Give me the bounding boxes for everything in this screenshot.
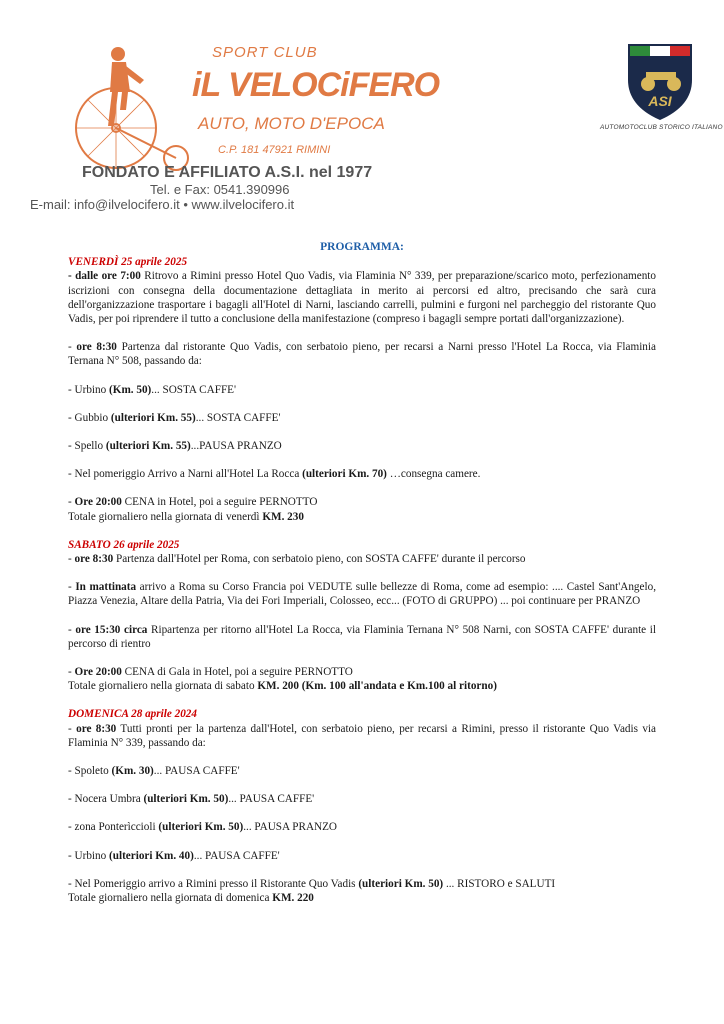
founded-line: FONDATO E AFFILIATO A.S.I. nel 1977 [82, 164, 373, 181]
program-document [68, 240, 656, 905]
day-heading-sunday: DOMENICA 28 aprile 2024 [68, 708, 197, 721]
sunday-stop-2: - Nocera Umbra (ulteriori Km. 50)... PAUSA CAFFE' [68, 793, 315, 806]
sunday-total: Totale giornaliero nella giornata di domenica KM. 220 [68, 892, 314, 905]
saturday-dinner: - Ore 20:00 CENA di Gala in Hotel, poi a seguire PERNOTTO [68, 666, 353, 679]
friday-stop-3: - Spello (ulteriori Km. 55)...PAUSA PRANZO [68, 440, 282, 453]
penny-farthing-cyclist-icon [68, 40, 198, 175]
day-heading-saturday: SABATO 26 aprile 2025 [68, 538, 180, 551]
sunday-stop-1: - Spoleto (Km. 30)... PAUSA CAFFE' [68, 765, 240, 778]
friday-dinner: - Ore 20:00 CENA in Hotel, poi a seguire PERNOTTO [68, 496, 318, 509]
asi-caption: AUTOMOTOCLUB STORICO ITALIANO [600, 124, 723, 131]
saturday-paragraph-2: - In mattinata arrivo a Roma su Corso Francia poi VEDUTE sulle bellezze di Roma, come ad esempio: .... Castel Sant'Angelo, Piazza Venezia, Altare della Patria, Via dei Fori Imperiali, Colosseo, ecc... (FOTO di GRUPPO) ... poi continuare per PRANZO [68, 581, 656, 608]
asi-badge-text: ASI [648, 93, 672, 109]
day-heading-friday: VENERDÌ 25 aprile 2025 [68, 256, 188, 269]
friday-paragraph-2: - ore 8:30 Partenza dal ristorante Quo Vadis, con serbatoio pieno, per recarsi a Narni presso l'Hotel La Rocca, via Flaminia Ternana N° 508, passando da: [68, 341, 656, 368]
friday-total: Totale giornaliero nella giornata di venerdì KM. 230 [68, 510, 304, 523]
club-name: iL VELOCiFERO [192, 66, 440, 104]
friday-stop-4: - Nel pomeriggio Arrivo a Narni all'Hotel La Rocca (ulteriori Km. 70) …consegna camere. [68, 468, 481, 481]
saturday-total: Totale giornaliero nella giornata di sabato KM. 200 (Km. 100 all'andata e Km.100 al ritorno) [68, 680, 497, 693]
program-title: PROGRAMMA: [320, 241, 404, 253]
sport-club-label: SPORT CLUB [212, 44, 318, 61]
sunday-stop-4: - Urbino (ulteriori Km. 40)... PAUSA CAFFE' [68, 849, 280, 862]
sunday-stop-5: - Nel Pomeriggio arrivo a Rimini presso il Ristorante Quo Vadis (ulteriori Km. 50) ... RISTORO e SALUTI [68, 877, 556, 890]
asi-shield-icon [624, 40, 696, 122]
club-subtitle: AUTO, MOTO D'EPOCA [198, 114, 385, 133]
friday-paragraph-1: - dalle ore 7:00 Ritrovo a Rimini presso Hotel Quo Vadis, via Flaminia N° 339, per preparazione/scarico moto, perfezionamento iscrizioni con consegna della documentazione dettagliata in merito ai percorsi ed altro, precisando che sarà cura dell'organizzazione trasportare i bagagli all'Hotel di Narni, lasciando carrelli, pulmini e furgoni nel parcheggio del ristorante Quo Vadis, per poi riprendere il tutto a conclusione della manifestazione (compreso i bagagli sempre portati dall'organizzazione). [68, 270, 656, 326]
tel-fax: Tel. e Fax: 0541.390996 [150, 182, 290, 197]
club-postal: C.P. 181 47921 RIMINI [218, 144, 331, 156]
letterhead [0, 0, 724, 225]
saturday-paragraph-3: - ore 15:30 circa Ripartenza per ritorno all'Hotel La Rocca, via Flaminia Ternana N° 508 Narni, con SOSTA CAFFE' durante il percorso di rientro [68, 623, 656, 650]
email-website: E-mail: info@ilvelocifero.it • www.ilvelocifero.it [30, 197, 295, 212]
friday-stop-1: - Urbino (Km. 50)... SOSTA CAFFE' [68, 383, 237, 396]
sunday-stop-3: - zona Ponterìccioli (ulteriori Km. 50)... PAUSA PRANZO [68, 821, 338, 834]
friday-stop-2: - Gubbio (ulteriori Km. 55)... SOSTA CAFFE' [68, 411, 281, 424]
sunday-paragraph-1: - ore 8:30 Tutti pronti per la partenza dall'Hotel, con serbatoio pieno, per recarsi a Rimini, presso il ristorante Quo Vadis via Flaminia N° 339, passando da: [68, 722, 656, 749]
saturday-paragraph-1: - ore 8:30 Partenza dall'Hotel per Roma, con serbatoio pieno, con SOSTA CAFFE' durante il percorso [68, 553, 526, 566]
